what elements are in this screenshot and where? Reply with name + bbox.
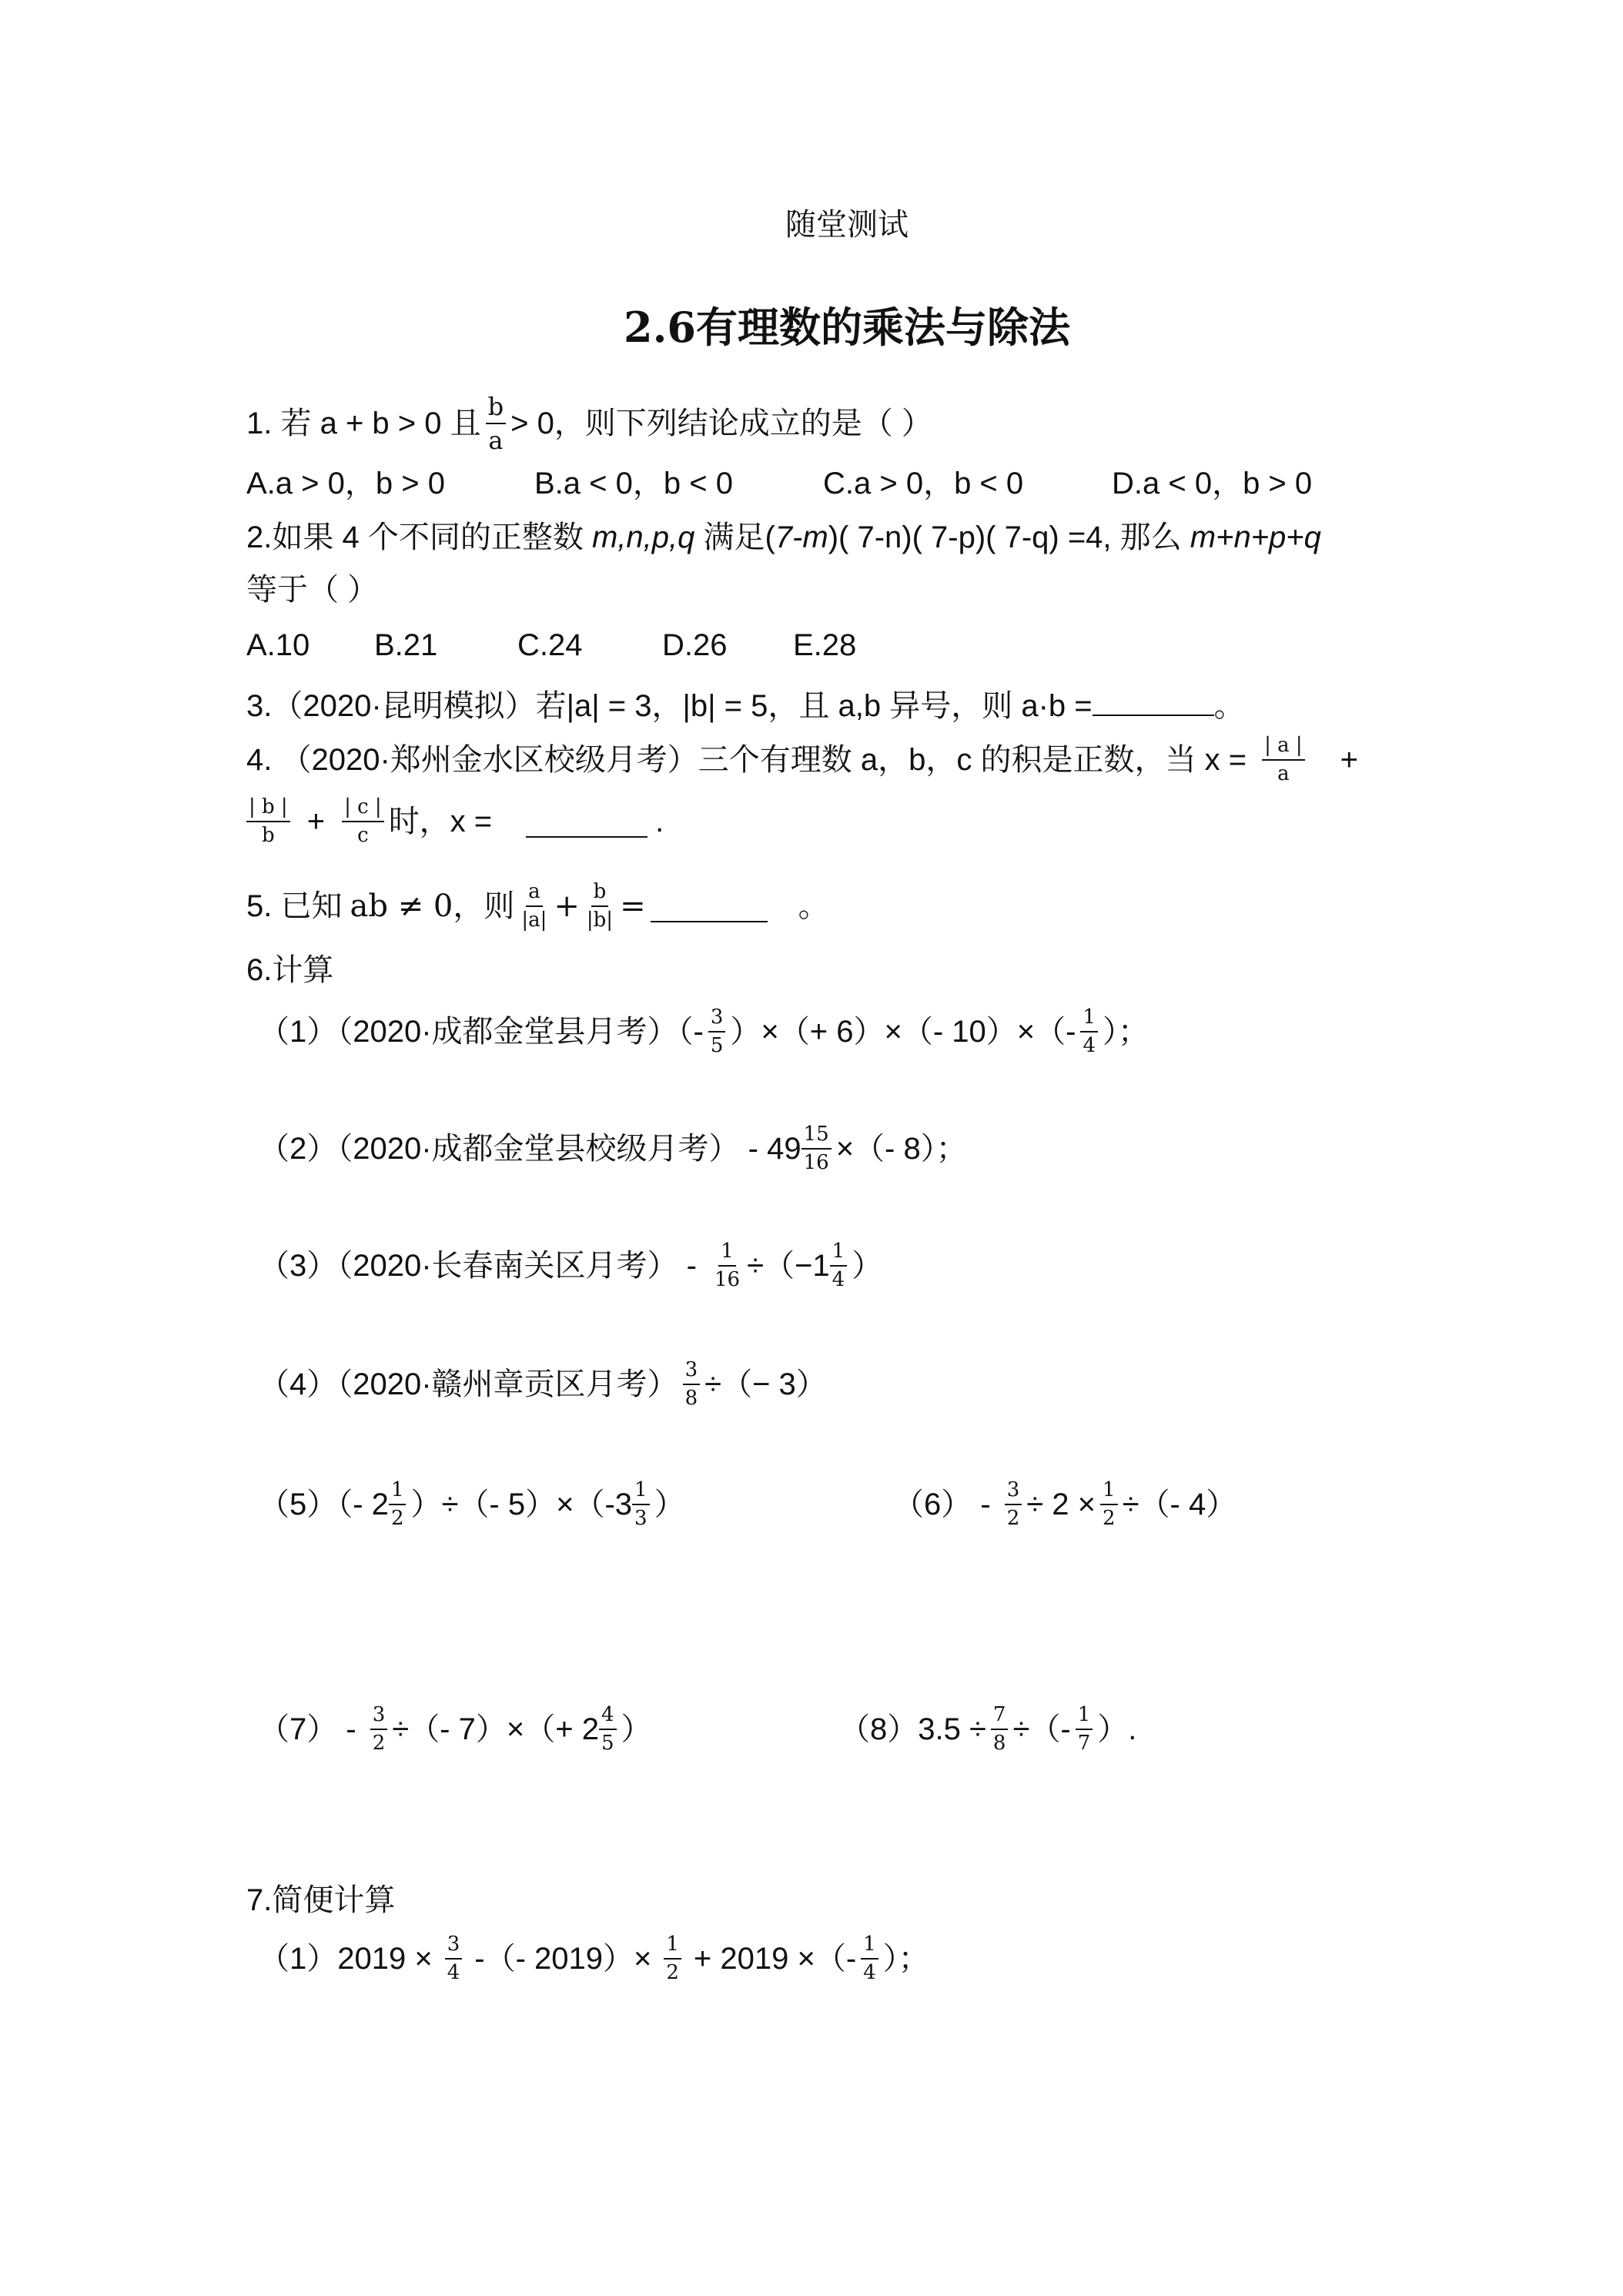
q6-heading: 6.计算: [246, 953, 334, 987]
q7-heading: 7.简便计算: [246, 1883, 396, 1917]
q1-option-c: C.a > 0，b < 0: [823, 467, 1024, 500]
q5-frac-b-num: b: [591, 880, 609, 907]
q1-prefix: 1. 若 a + b > 0 且: [246, 407, 481, 440]
q7-p1-end: ）；: [882, 1942, 929, 1976]
q2-option-e: E.28: [793, 628, 857, 662]
q5-frac-a-den: |a|: [521, 909, 547, 932]
q3-end: 。: [1213, 689, 1245, 723]
q4-answer-blank[interactable]: [526, 805, 648, 838]
q6-p7-mid: ÷（- 7）×（+ 2: [392, 1712, 599, 1746]
q6-p6-n1: 3: [1005, 1478, 1022, 1505]
q6-p7-n1: 3: [370, 1703, 388, 1730]
q6-p2-n: 15: [801, 1123, 832, 1150]
q6-p5-mid: ）÷（- 5）×（-3: [410, 1488, 633, 1521]
q6-p1-n1: 3: [708, 1006, 726, 1033]
q4-frac-a-den: a: [1277, 762, 1290, 785]
q7-p1-d2: 2: [666, 1961, 679, 1984]
q5-prefix: 5. 已知: [246, 889, 343, 923]
q4-frac-c: [342, 795, 384, 848]
q6-part-2: [259, 1118, 967, 1180]
q4-plus-1: +: [1340, 743, 1359, 777]
q1-option-d: D.a < 0，b > 0: [1112, 467, 1313, 500]
q2-option-c: C.24: [517, 628, 583, 662]
q4-frac-b: [246, 795, 290, 848]
q6-p5-n2: 1: [632, 1478, 650, 1505]
q4-frac-a: [1262, 734, 1305, 786]
q3-text: 3.（2020·昆明模拟）若|a| = 3，|b| = 5，且 a,b 异号，则 a·b =: [246, 689, 1093, 723]
q7-p1-n3: 1: [861, 1933, 878, 1960]
q5-frac-b: [584, 880, 615, 932]
q7-p1-n2: 1: [664, 1933, 681, 1960]
q3-answer-blank[interactable]: [1093, 684, 1214, 716]
q7-p1-label: （1）2019 ×: [259, 1942, 433, 1976]
q6-p7-frac-1: [370, 1703, 388, 1755]
q4-frac-b-den: b: [262, 824, 275, 847]
q6-p8-label: （8）3.5 ÷: [839, 1712, 986, 1746]
q7-p1-frac-2: [664, 1933, 681, 1985]
q7-p1-d1: 4: [447, 1961, 460, 1984]
q1-option-a: A.a > 0，b > 0: [246, 467, 445, 500]
q6-p3-n1: 1: [718, 1240, 736, 1267]
q6-p4-n: 3: [683, 1358, 701, 1385]
q6-p5-n1: 1: [389, 1478, 407, 1505]
q6-p2-end: ×（- 8）；: [835, 1132, 967, 1166]
q6-p1-label: （1）（2020·成都金堂县月考）（-: [259, 1015, 704, 1049]
q6-p8-n1: 7: [991, 1703, 1009, 1730]
q6-p3-d1: 16: [714, 1268, 741, 1291]
q2-vars: m,n,p,q: [591, 520, 695, 554]
q6-p3-frac-1: [712, 1240, 742, 1292]
q6-p8-n2: 1: [1076, 1703, 1093, 1730]
q6-p2-label: （2）（2020·成都金堂县校级月考） - 49: [259, 1132, 801, 1166]
q1-option-b: B.a < 0，b < 0: [534, 467, 733, 500]
q6-p8-frac-2: [1076, 1703, 1093, 1755]
q4-end: .: [655, 805, 664, 838]
question-4: [246, 733, 1358, 787]
q6-p7-n2: 4: [599, 1703, 617, 1730]
q1-fraction: [486, 392, 506, 456]
question-3: [246, 684, 1245, 721]
q7-p1-mid1: -（- 2019）×: [474, 1942, 652, 1976]
q6-p4-d: 8: [684, 1387, 698, 1410]
q7-p1-frac-3: [861, 1933, 878, 1985]
q7-p1-d3: 4: [863, 1961, 876, 1984]
question-1: [246, 391, 932, 455]
q6-p2-d: 16: [803, 1151, 829, 1174]
q6-p5-end: ）: [654, 1488, 685, 1521]
q6-p8-mid: ÷（-: [1012, 1712, 1071, 1746]
q6-part-5: [259, 1474, 685, 1535]
q6-p7-d1: 2: [372, 1732, 386, 1755]
q6-p6-label: （6） -: [893, 1488, 991, 1521]
q4-frac-a-num: | a |: [1262, 734, 1305, 761]
q6-p1-d2: 4: [1083, 1034, 1096, 1057]
q4-frac-c-num: | c |: [342, 795, 384, 822]
q6-p3-label: （3）（2020·长春南关区月考） -: [259, 1249, 697, 1283]
q6-p8-d1: 8: [992, 1732, 1006, 1755]
q6-p8-end: ）.: [1097, 1712, 1137, 1746]
q5-condition: ab ≠ 0: [350, 889, 453, 924]
q7-p1-mid2: + 2019 ×（-: [693, 1942, 857, 1976]
q6-p7-end: ）: [621, 1712, 652, 1746]
q6-p6-d1: 2: [1006, 1507, 1020, 1530]
q6-p2-frac: [801, 1123, 832, 1175]
q5-frac-a: [519, 880, 549, 932]
q6-p8-d2: 7: [1077, 1732, 1091, 1755]
q6-p7-label: （7） -: [259, 1712, 356, 1746]
q2-rest: )( 7-n)( 7-p)( 7-q) =4, 那么: [828, 520, 1190, 554]
q6-p1-d1: 5: [710, 1034, 724, 1057]
q6-p1-mid: ）×（+ 6）×（- 10）×（-: [730, 1015, 1076, 1049]
q6-p5-d1: 2: [390, 1507, 404, 1530]
q1-frac-den: a: [488, 426, 504, 455]
q2-sum: m+n+p+q: [1190, 520, 1321, 554]
q6-p1-n2: 1: [1080, 1006, 1098, 1033]
q6-p1-frac-2: [1080, 1006, 1098, 1058]
q7-p1-frac-1: [445, 1933, 463, 1985]
q6-part-8: [839, 1699, 1136, 1760]
q6-part-4: [259, 1354, 827, 1415]
q6-p7-d2: 5: [601, 1732, 614, 1755]
q6-part-6: [893, 1474, 1236, 1535]
q7-part-1: [259, 1928, 929, 1990]
q6-p5-d2: 3: [634, 1507, 648, 1530]
q2-prefix: 2.如果 4 个不同的正整数: [246, 520, 592, 554]
q6-p4-end: ÷（− 3）: [704, 1367, 827, 1401]
q2-option-b: B.21: [374, 628, 438, 662]
q6-p6-n2: 1: [1100, 1478, 1118, 1505]
q2-option-d: D.26: [662, 628, 728, 662]
page-subtitle: 随堂测试: [785, 207, 909, 243]
q6-p4-label: （4）（2020·赣州章贡区月考）: [259, 1367, 678, 1401]
q5-answer-blank[interactable]: [651, 890, 768, 922]
q6-p1-end: ）；: [1103, 1015, 1149, 1049]
q5-then: ，则: [453, 889, 515, 923]
q6-p6-frac-2: [1100, 1478, 1118, 1531]
q6-p6-d2: 2: [1103, 1507, 1116, 1530]
q2-option-a: A.10: [246, 628, 310, 662]
q7-p1-n1: 3: [445, 1933, 463, 1960]
q6-part-3: [259, 1235, 882, 1297]
q6-p3-end: ）: [852, 1249, 883, 1283]
q6-p7-frac-2: [599, 1703, 617, 1755]
q6-p3-frac-2: [830, 1240, 848, 1292]
q4-plus-2: +: [306, 805, 326, 838]
q4-when: 时，x =: [388, 805, 493, 838]
page-title: 2.6有理数的乘法与除法: [624, 303, 1070, 352]
q6-p3-n2: 1: [830, 1240, 848, 1267]
question-2: [246, 522, 1321, 553]
q5-end: 。: [798, 889, 829, 923]
q1-suffix: > 0，则下列结论成立的是（ ）: [510, 407, 932, 440]
q1-frac-num: b: [486, 392, 506, 424]
q4-prefix: 4. （2020·郑州金水区校级月考）三个有理数 a，b，c 的积是正数，当 x =: [246, 743, 1247, 777]
q6-p6-end: ÷（- 4）: [1122, 1488, 1237, 1521]
q6-p1-frac-1: [708, 1006, 726, 1058]
q2-seven-m: 7-m: [775, 520, 828, 554]
q6-p6-frac-1: [1005, 1478, 1022, 1531]
q4-frac-c-den: c: [357, 824, 369, 847]
q5-equals: =: [620, 889, 646, 924]
q6-p4-frac: [683, 1358, 701, 1411]
q5-plus: +: [554, 889, 580, 924]
q6-p5-frac-1: [389, 1478, 407, 1531]
q4-line2: [246, 795, 664, 848]
q6-p8-frac-1: [991, 1703, 1009, 1755]
q6-p3-d2: 4: [832, 1268, 845, 1291]
q6-p5-label: （5）（- 2: [259, 1488, 389, 1521]
q6-p3-mid: ÷（−1: [747, 1249, 830, 1283]
q4-frac-b-num: | b |: [246, 795, 290, 822]
question-5: [246, 879, 829, 933]
q2-line2: 等于（ ）: [246, 573, 379, 607]
q5-frac-a-num: a: [526, 880, 543, 907]
q5-frac-b-den: |b|: [586, 909, 614, 932]
q6-part-7: [259, 1699, 652, 1760]
q6-p5-frac-2: [632, 1478, 650, 1531]
q6-part-1: [259, 1001, 1149, 1063]
q6-p6-mid: ÷ 2 ×: [1026, 1488, 1096, 1521]
q2-mid: 满足(: [694, 520, 775, 554]
